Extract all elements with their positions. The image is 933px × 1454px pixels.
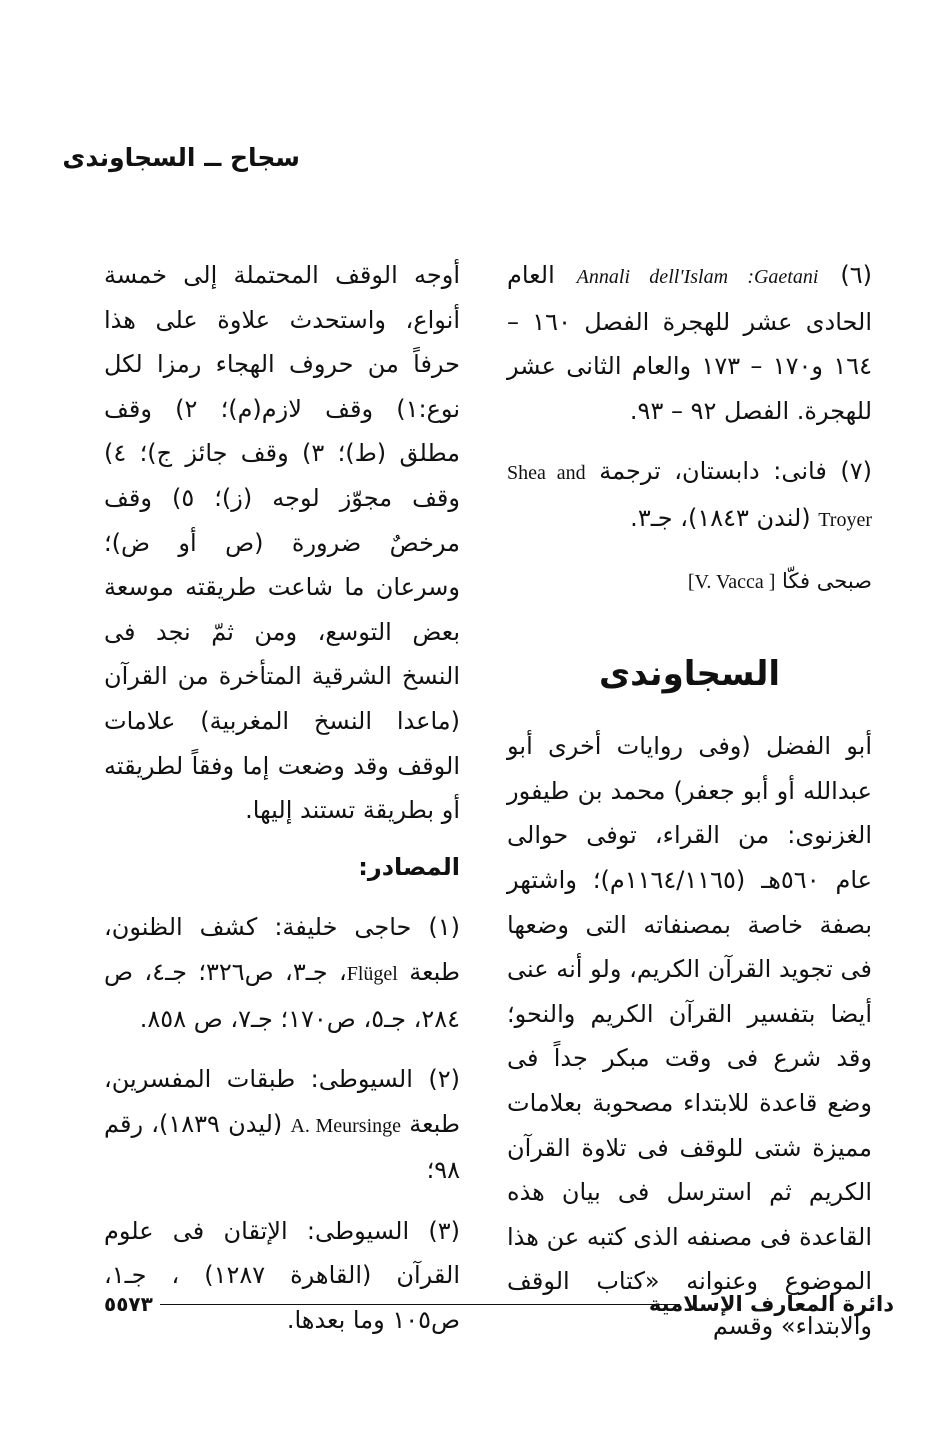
footnote-6 xyxy=(507,253,872,433)
source-1-latin: Flügel xyxy=(346,962,398,985)
page-footer xyxy=(104,1284,894,1324)
footer-rule xyxy=(160,1304,680,1305)
article-body-left: أوجه الوقف المحتملة إلى خمسة أنواع، واستحدث علاوة على هذا حرفاً من حروف الهجاء رمزا لكل نوع:١) وقف لازم(م)؛ ٢) وقف مطلق (ط)؛ ٣) وقف جائز ج)؛ ٤) وقف مجوّز لوجه (ز)؛ ٥) وقف مرخصٌ ضرورة (ص أو ض)؛ وسرعان ما شاعت طريقته موسعة بعض التوسع، ومن ثمّ نجد فى النسخ الشرقية المتأخرة من القرآن (ماعدا النسخ المغربية) علامات الوقف وقد وضعت إما وفقاً لطريقته أو بطريقة تستند إليها. xyxy=(104,261,461,825)
footnote-7-latin: Shea and Troyer xyxy=(507,462,872,531)
source-3: (٣) السيوطى: الإتقان فى علوم القرآن (القاهرة ١٢٨٧) ، جـ١، ص١٠٥ وما بعدها. xyxy=(104,1216,460,1335)
source-2-text-b: (ليدن ١٨٣٩)، رقم ٩٨؛ xyxy=(104,1109,460,1185)
footnote-7 xyxy=(507,449,872,542)
right-column xyxy=(507,253,872,1348)
source-2-latin: A. Meursinge xyxy=(290,1114,402,1137)
spacer xyxy=(104,1193,460,1209)
footer-title: دائرة المعارف الإسلامية xyxy=(648,1292,894,1316)
author-signature xyxy=(507,559,872,605)
source-1-text-b: ، جـ٣، ص٣٢٦؛ جـ٤، ص ٢٨٤، جـ٥، ص١٧٠؛ جـ٧، ص ٨٥٨. xyxy=(104,957,460,1033)
spacer xyxy=(104,1041,460,1057)
footnote-6-prefix: (٦) xyxy=(818,261,873,289)
footnote-6-text: العام الحادى عشر للهجرة الفصل ١٦٠ – ١٦٤ و١٧٠ – ١٧٣ والعام الثانى عشر للهجرة. الفصل ٩٢ – ٩٣. xyxy=(507,261,872,425)
source-1 xyxy=(104,905,460,1041)
spacer xyxy=(507,543,872,559)
article-title: السجاوندى xyxy=(599,654,780,695)
source-1-text-a: (١) حاجى خليفة: كشف الظنون، طبعة xyxy=(104,913,461,986)
footnote-6-latin: Annali dell'Islam :Gaetani xyxy=(576,266,819,288)
running-head: سجاح ــ السجاوندى xyxy=(62,143,300,172)
signature-latin: [V. Vacca ] xyxy=(687,570,776,593)
source-2-text-a: (٢) السيوطى: طبقات المفسرين، طبعة xyxy=(104,1065,461,1138)
sources-heading: المصادر: xyxy=(358,852,460,881)
left-column xyxy=(104,253,460,1343)
signature-name: صبحى فكّا xyxy=(775,568,872,593)
page-number: ٥٥٧٣ xyxy=(104,1292,153,1316)
source-2 xyxy=(104,1057,460,1193)
footnote-7-prefix: (٧) فانى: دابستان، ترجمة xyxy=(585,457,872,486)
footnote-7-text: (لندن ١٨٤٣)، جـ٣. xyxy=(630,503,819,532)
article-body-right: أبو الفضل (وفى روايات أخرى أبو عبدالله أو أبو جعفر) محمد بن طيفور الغزنوى: من القراء، توفى حوالى عام ٥٦٠هـ (١١٦٤/١١٦٥م)؛ واشتهر بصفة خاصة بمصنفاته التى وضعها فى تجويد القرآن الكريم، ولو أنه عنى أيضا بتفسير القرآن الكريم والنحو؛ وقد شرع فى وقت مبكر جداً فى وضع قاعدة للابتداء مصحوبة بعلامات مميزة شتى للوقف فى تلاوة القرآن الكريم ثم استرسل فى بيان هذه القاعدة فى مصنفه الذى كتبه عن هذا الموضوع وعنوانه «كتاب الوقف والابتداء» وقسم xyxy=(507,732,872,1340)
spacer xyxy=(507,433,872,449)
